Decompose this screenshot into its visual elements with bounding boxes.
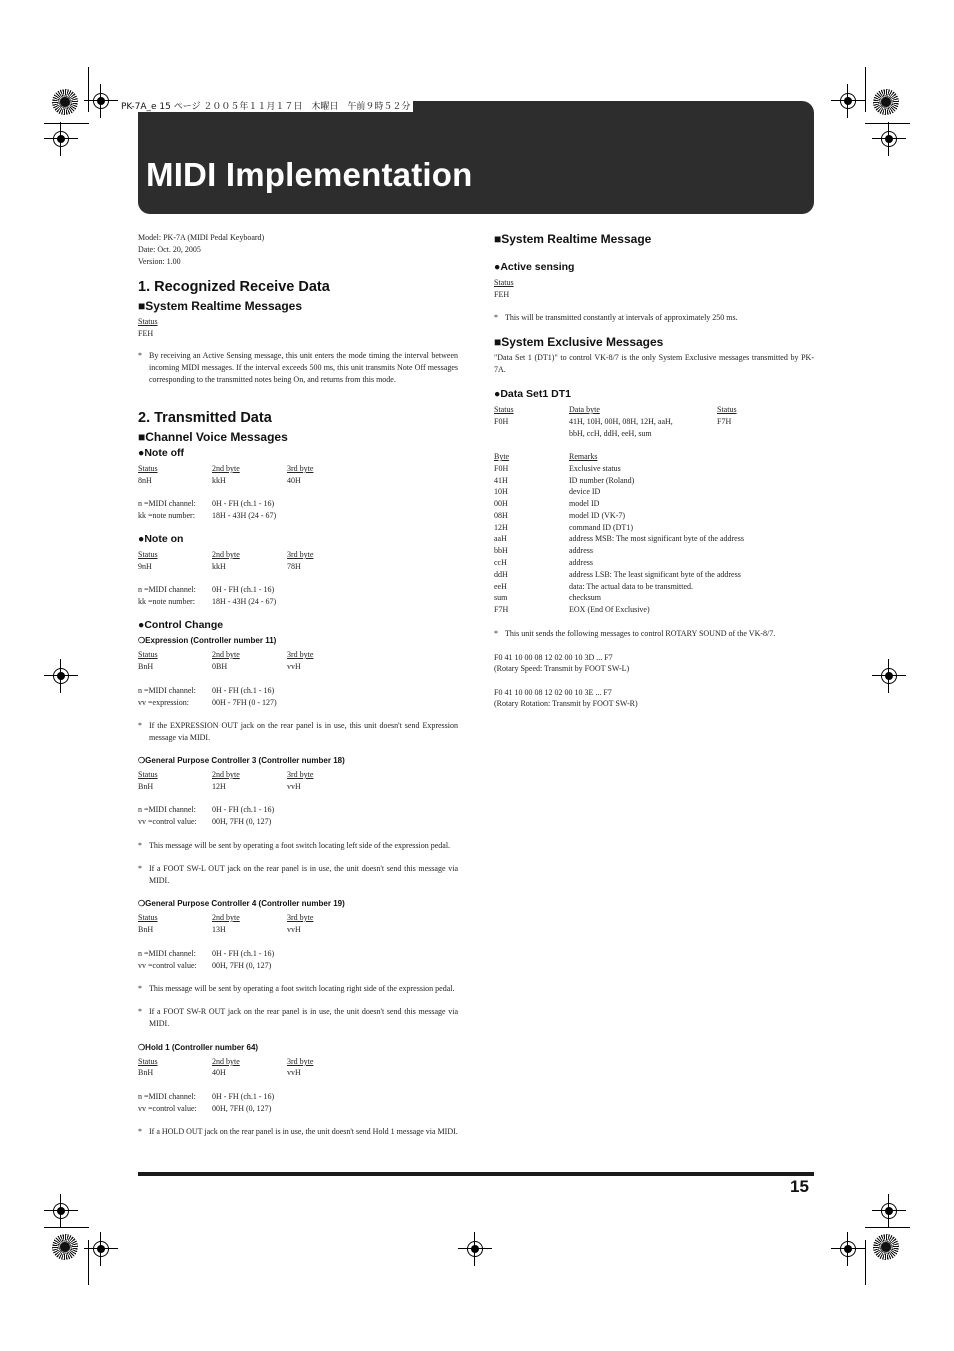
footnote-text: If a FOOT SW-R OUT jack on the rear panel is in use, the unit doesn't send this message via MIDI. <box>149 1007 458 1028</box>
footnote <box>138 840 458 852</box>
message-heading: ●Note on <box>138 533 184 545</box>
registration-mark <box>84 84 118 118</box>
footnote <box>138 720 458 744</box>
column-header: Data byte <box>569 405 600 414</box>
color-dial-mark <box>873 89 899 115</box>
table-cell: 78H <box>287 562 301 571</box>
footer-rule <box>138 1172 814 1176</box>
registration-mark <box>84 1232 118 1266</box>
version-info: Version: 1.00 <box>138 257 181 266</box>
remark-cell: address <box>569 558 593 567</box>
sysex-message: F0 41 10 00 08 12 02 00 10 3D ... F7 <box>494 653 613 662</box>
sysex-description: "Data Set 1 (DT1)" to control VK-8/7 is the only System Exclusive messages transmitted by PK-7A. <box>494 353 814 374</box>
controller-heading: ❍Hold 1 (Controller number 64) <box>138 1043 259 1052</box>
column-header: Byte <box>494 452 510 461</box>
table-cell: 12H <box>212 782 226 791</box>
table-cell: 0BH <box>212 662 228 671</box>
column-header: 3rd byte <box>287 550 314 559</box>
footnote-marker: * <box>494 313 498 322</box>
param-value: 18H - 43H (24 - 67) <box>212 511 277 520</box>
param-label: kk =note number: <box>138 511 195 520</box>
status-value: FEH <box>138 329 154 338</box>
param-value: 00H - 7FH (0 - 127) <box>212 698 277 707</box>
byte-cell: aaH <box>494 534 507 543</box>
footnote-text: By receiving an Active Sensing message, this unit enters the mode timing the interval between incoming MIDI messages. If the interval exceeds 500 ms, this unit transmits Note Off messages corresponding to the transmitted notes being On, and returns from this mode. <box>149 351 458 384</box>
table-cell: 40H <box>212 1068 226 1077</box>
page-title: MIDI Implementation <box>146 156 473 193</box>
table-cell: vvH <box>287 662 301 671</box>
table-cell: F7H <box>717 417 732 426</box>
footnote <box>494 312 814 324</box>
registration-mark <box>831 1232 865 1266</box>
byte-cell: ddH <box>494 570 508 579</box>
remark-cell: ID number (Roland) <box>569 476 635 485</box>
message-heading: ●Note off <box>138 447 184 459</box>
param-label: n =MIDI channel: <box>138 805 196 814</box>
param-label: n =MIDI channel: <box>138 499 196 508</box>
param-label: vv =control value: <box>138 817 197 826</box>
param-label: n =MIDI channel: <box>138 949 196 958</box>
remark-cell: address LSB: The least significant byte of the address <box>569 570 741 579</box>
table-cell: BnH <box>138 1068 154 1077</box>
registration-mark <box>44 1194 78 1228</box>
column-header: 2nd byte <box>212 913 240 922</box>
table-cell: BnH <box>138 782 154 791</box>
remark-cell: EOX (End Of Exclusive) <box>569 605 650 614</box>
footnote <box>494 628 814 640</box>
message-heading: ●Data Set1 DT1 <box>494 388 571 400</box>
registration-mark <box>872 122 906 156</box>
column-header: 3rd byte <box>287 464 314 473</box>
column-header: Status <box>138 650 158 659</box>
byte-cell: ccH <box>494 558 507 567</box>
remark-cell: address MSB: The most significant byte of the address <box>569 534 744 543</box>
byte-cell: sum <box>494 593 508 602</box>
table-cell: kkH <box>212 476 226 485</box>
footnote-marker: * <box>138 864 142 873</box>
trim-mark <box>865 1240 866 1285</box>
param-label: n =MIDI channel: <box>138 686 196 695</box>
param-label: n =MIDI channel: <box>138 1092 196 1101</box>
status-value: FEH <box>494 290 510 299</box>
footnote-marker: * <box>138 721 142 730</box>
page-number: 15 <box>790 1177 809 1196</box>
param-label: vv =control value: <box>138 961 197 970</box>
param-value: 0H - FH (ch.1 - 16) <box>212 1092 275 1101</box>
remark-cell: address <box>569 546 593 555</box>
byte-cell: F0H <box>494 464 509 473</box>
registration-mark <box>458 1232 492 1266</box>
param-value: 00H, 7FH (0, 127) <box>212 1104 272 1113</box>
registration-mark <box>44 122 78 156</box>
remark-cell: Exclusive status <box>569 464 621 473</box>
param-label: vv =expression: <box>138 698 189 707</box>
message-heading: ●Control Change <box>138 619 224 631</box>
column-header: 3rd byte <box>287 770 314 779</box>
footnote <box>138 1126 458 1138</box>
column-header: 2nd byte <box>212 770 240 779</box>
footnote-text: If a HOLD OUT jack on the rear panel is in use, the unit doesn't send Hold 1 message via MIDI. <box>149 1127 458 1136</box>
byte-cell: bbH <box>494 546 508 555</box>
column-header: Status <box>717 405 737 414</box>
byte-cell: F7H <box>494 605 509 614</box>
table-cell: vvH <box>287 782 301 791</box>
controller-heading: ❍Expression (Controller number 11) <box>138 636 277 645</box>
column-header: 3rd byte <box>287 650 314 659</box>
footnote-text: This unit sends the following messages to control ROTARY SOUND of the VK-8/7. <box>505 629 776 638</box>
column-header: 3rd byte <box>287 1057 314 1066</box>
footnote-text: This will be transmitted constantly at intervals of approximately 250 ms. <box>505 313 738 322</box>
param-label: n =MIDI channel: <box>138 585 196 594</box>
subsection-heading: ■System Exclusive Messages <box>494 335 664 349</box>
controller-heading: ❍General Purpose Controller 3 (Controller number 18) <box>138 756 345 765</box>
section-heading: 1. Recognized Receive Data <box>138 279 330 295</box>
column-header: Status <box>138 550 158 559</box>
remark-cell: model ID <box>569 499 600 508</box>
registration-mark <box>44 659 78 693</box>
registration-mark <box>872 659 906 693</box>
table-cell: kkH <box>212 562 226 571</box>
column-header: Status <box>138 770 158 779</box>
param-value: 00H, 7FH (0, 127) <box>212 961 272 970</box>
model-info: Model: PK-7A (MIDI Pedal Keyboard) <box>138 233 265 242</box>
footnote-text: This message will be sent by operating a foot switch locating left side of the expression pedal. <box>149 841 451 850</box>
footnote <box>138 350 458 386</box>
remark-cell: model ID (VK-7) <box>569 511 625 520</box>
controller-heading: ❍General Purpose Controller 4 (Controller number 19) <box>138 899 345 908</box>
sysex-message-desc: (Rotary Rotation: Transmit by FOOT SW-R) <box>494 699 638 708</box>
table-cell: 9nH <box>138 562 152 571</box>
table-cell: 40H <box>287 476 301 485</box>
column-header: Status <box>138 464 158 473</box>
column-header: Status <box>494 405 514 414</box>
table-cell: BnH <box>138 662 154 671</box>
byte-cell: eeH <box>494 582 507 591</box>
section-heading: 2. Transmitted Data <box>138 410 272 426</box>
column-header: Status <box>138 317 158 326</box>
subsection-heading: ■System Realtime Message <box>494 232 652 246</box>
footnote-text: If the EXPRESSION OUT jack on the rear panel is in use, this unit doesn't send Expression message via MIDI. <box>149 721 458 742</box>
message-heading: ●Active sensing <box>494 261 575 273</box>
param-value: 0H - FH (ch.1 - 16) <box>212 805 275 814</box>
param-value: 0H - FH (ch.1 - 16) <box>212 585 275 594</box>
print-header: PK-7A_e 15 ページ ２００５年１１月１７日 木曜日 午前９時５２分 <box>118 99 413 112</box>
sysex-message-desc: (Rotary Speed: Transmit by FOOT SW-L) <box>494 664 630 673</box>
footnote-text: If a FOOT SW-L OUT jack on the rear panel is in use, the unit doesn't send this message via MIDI. <box>149 864 458 885</box>
date-info: Date: Oct. 20, 2005 <box>138 245 201 254</box>
column-header: Remarks <box>569 452 598 461</box>
subsection-heading: ■System Realtime Messages <box>138 299 302 313</box>
byte-cell: 10H <box>494 487 508 496</box>
table-cell: vvH <box>287 1068 301 1077</box>
param-value: 0H - FH (ch.1 - 16) <box>212 686 275 695</box>
column-header: Status <box>138 913 158 922</box>
footnote-text: This message will be sent by operating a foot switch locating right side of the expression pedal. <box>149 984 455 993</box>
byte-cell: 08H <box>494 511 508 520</box>
param-value: 0H - FH (ch.1 - 16) <box>212 949 275 958</box>
registration-mark <box>831 84 865 118</box>
column-header: 2nd byte <box>212 550 240 559</box>
byte-cell: 00H <box>494 499 508 508</box>
column-header: Status <box>494 278 514 287</box>
remark-cell: device ID <box>569 487 601 496</box>
color-dial-mark <box>52 89 78 115</box>
color-dial-mark <box>52 1234 78 1260</box>
remark-cell: checksum <box>569 593 601 602</box>
column-header: 2nd byte <box>212 1057 240 1066</box>
footnote <box>138 983 458 995</box>
column-header: 3rd byte <box>287 913 314 922</box>
remark-cell: command ID (DT1) <box>569 523 633 532</box>
footnote-marker: * <box>494 629 498 638</box>
column-header: 2nd byte <box>212 464 240 473</box>
table-cell: 8nH <box>138 476 152 485</box>
remark-cell: data: The actual data to be transmitted. <box>569 582 694 591</box>
table-cell: F0H <box>494 417 509 426</box>
footnote <box>138 1006 458 1030</box>
param-value: 18H - 43H (24 - 67) <box>212 597 277 606</box>
table-cell: 13H <box>212 925 226 934</box>
table-cell: bbH, ccH, ddH, eeH, sum <box>569 429 652 438</box>
column-header: Status <box>138 1057 158 1066</box>
table-cell: BnH <box>138 925 154 934</box>
subsection-heading: ■Channel Voice Messages <box>138 430 288 444</box>
param-value: 00H, 7FH (0, 127) <box>212 817 272 826</box>
column-header: 2nd byte <box>212 650 240 659</box>
footnote-marker: * <box>138 984 142 993</box>
byte-cell: 12H <box>494 523 508 532</box>
trim-mark <box>865 67 866 112</box>
color-dial-mark <box>873 1234 899 1260</box>
sysex-message: F0 41 10 00 08 12 02 00 10 3E ... F7 <box>494 688 612 697</box>
footnote-marker: * <box>138 841 142 850</box>
table-cell: vvH <box>287 925 301 934</box>
table-cell: 41H, 10H, 00H, 08H, 12H, aaH, <box>569 417 673 426</box>
param-label: kk =note number: <box>138 597 195 606</box>
registration-mark <box>872 1194 906 1228</box>
footnote <box>138 863 458 887</box>
param-label: vv =control value: <box>138 1104 197 1113</box>
footnote-marker: * <box>138 1007 142 1016</box>
byte-cell: 41H <box>494 476 508 485</box>
param-value: 0H - FH (ch.1 - 16) <box>212 499 275 508</box>
footnote-marker: * <box>138 1127 142 1136</box>
footnote-marker: * <box>138 351 142 360</box>
